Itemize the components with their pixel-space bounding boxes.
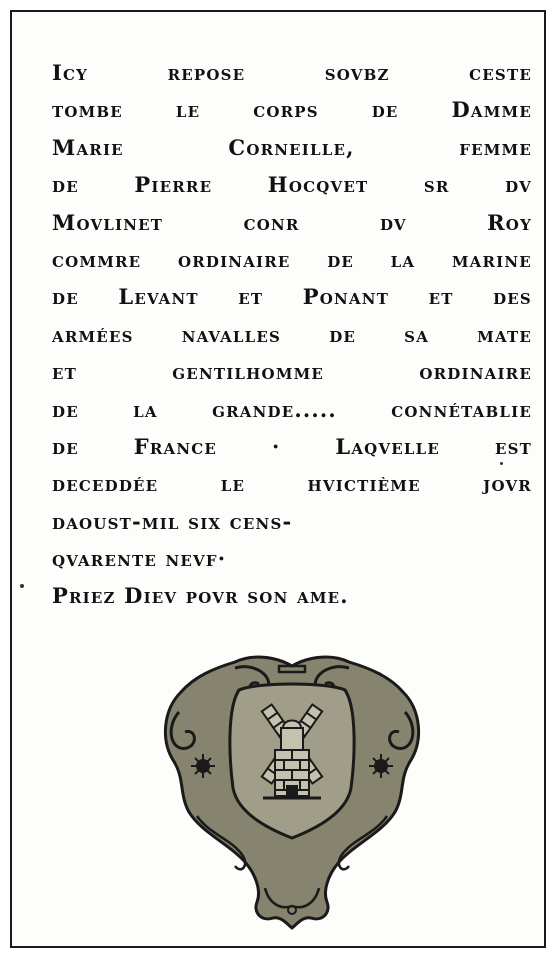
inscription-line-2: tombe le corps de Damme xyxy=(52,97,532,123)
inscription-line-11: de France · Laqvelle est xyxy=(52,433,532,459)
inscription-line-6: commre ordinaire de la marine xyxy=(52,246,532,272)
inscription-line-1: Icy repose sovbz ceste xyxy=(52,60,532,85)
inscription-line-8: armées navalles de sa mate xyxy=(52,321,532,347)
tomb-plaque xyxy=(10,10,546,948)
inscription-line-15: Priez Diev povr son ame. xyxy=(52,583,349,609)
epitaph-inscription xyxy=(52,54,532,615)
inscription-line-4: de Pierre Hocqvet sr dv xyxy=(52,172,532,198)
inscription-line-7: de Levant et Ponant et des xyxy=(52,284,532,310)
inscription-line-3: Marie Corneille, femme xyxy=(52,134,532,160)
decorative-speck xyxy=(500,462,503,465)
decorative-speck xyxy=(20,584,24,588)
inscription-line-13: daoust-mil six cens- xyxy=(52,508,293,534)
inscription-line-5: Movlinet conr dv Roy xyxy=(52,209,532,235)
inscription-line-9: et gentilhomme ordinaire xyxy=(52,359,532,385)
inscription-line-10: de la grande..... connétablie xyxy=(52,396,532,422)
windmill-coat-of-arms-icon xyxy=(157,648,427,930)
inscription-line-12: deceddée le hvictième jovr xyxy=(52,471,532,497)
inscription-line-14: qvarente nevf· xyxy=(52,546,227,572)
